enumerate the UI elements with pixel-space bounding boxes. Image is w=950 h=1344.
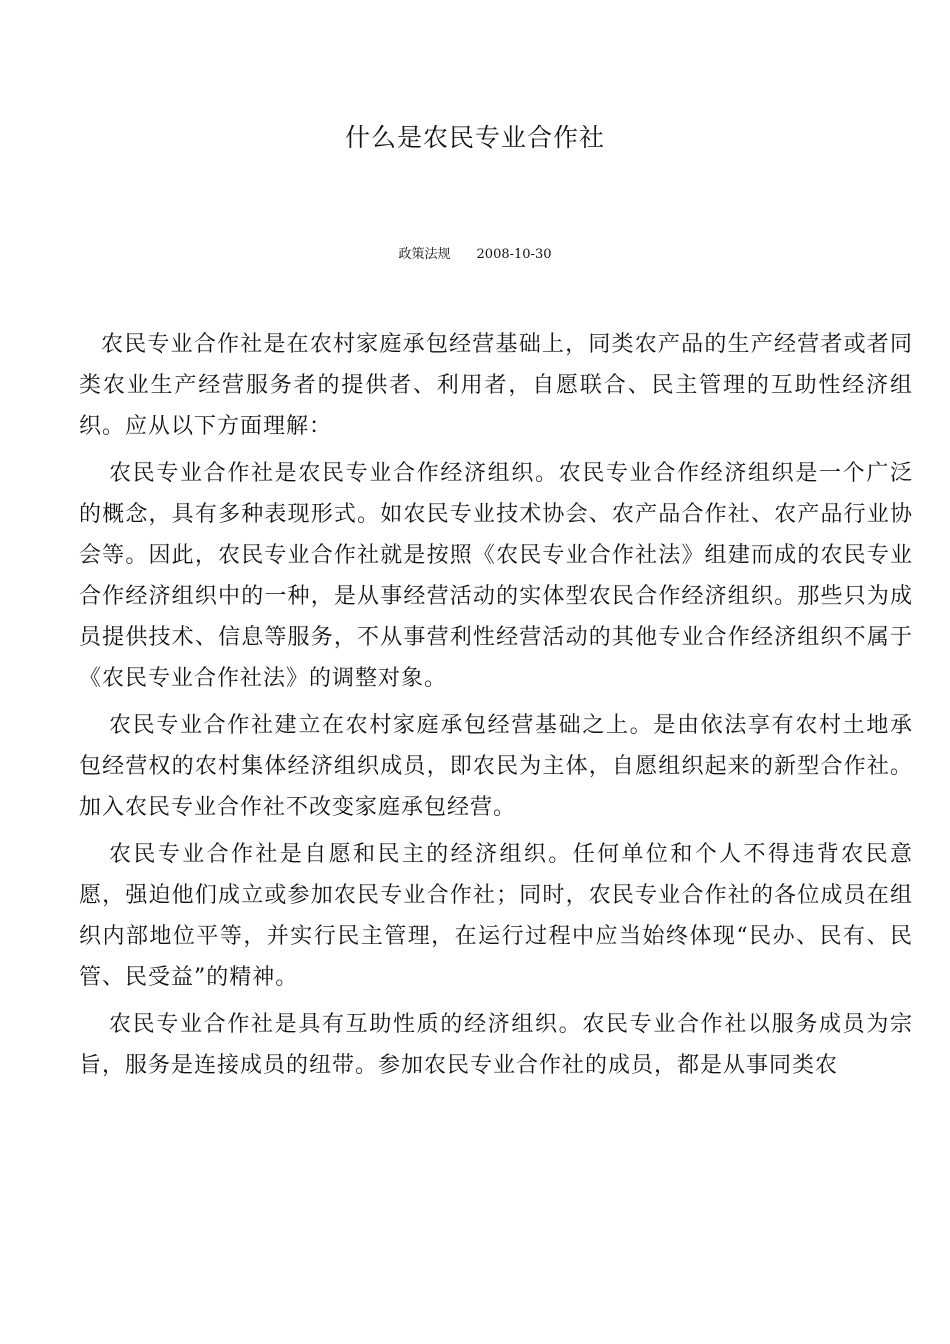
article-meta xyxy=(0,245,950,265)
paragraph-5: 农民专业合作社是具有互助性质的经济组织。农民专业合作社以服务成员为宗旨，服务是连接成员的纽带。参加农民专业合作社的成员，都是从事同类农 xyxy=(79,1012,913,1078)
page-title: 什么是农民专业合作社 xyxy=(344,123,605,152)
article-date: 2008-10-30 xyxy=(476,247,552,262)
paragraph-1: 农民专业合作社是在农村家庭承包经营基础上，同类农产品的生产经营者或者同类农业生产经营服务者的提供者、利用者，自愿联合、民主管理的互助性经济组织。应从以下方面理解： xyxy=(79,332,913,439)
article-category: 政策法规 xyxy=(398,247,451,262)
paragraph-4: 农民专业合作社是自愿和民主的经济组织。任何单位和个人不得违背农民意愿，强迫他们成立或参加农民专业合作社；同时，农民专业合作社的各位成员在组织内部地位平等，并实行民主管理，在运行过程中应当始终体现“民办、民有、民管、民受益”的精神。 xyxy=(79,842,913,990)
paragraph-3: 农民专业合作社建立在农村家庭承包经营基础之上。是由依法享有农村土地承包经营权的农村集体经济组织成员，即农民为主体，自愿组织起来的新型合作社。加入农民专业合作社不改变家庭承包经营。 xyxy=(79,713,913,820)
paragraph-2: 农民专业合作社是农民专业合作经济组织。农民专业合作经济组织是一个广泛的概念，具有多种表现形式。如农民专业技术协会、农产品合作社、农产品行业协会等。因此，农民专业合作社就是按照《农民专业合作社法》组建而成的农民专业合作经济组织中的一种，是从事经营活动的实体型农民合作经济组织。那些只为成员提供技术、信息等服务，不从事营利性经营活动的其他专业合作经济组织不属于《农民专业合作社法》的调整对象。 xyxy=(79,461,913,691)
article-body xyxy=(79,324,913,1092)
